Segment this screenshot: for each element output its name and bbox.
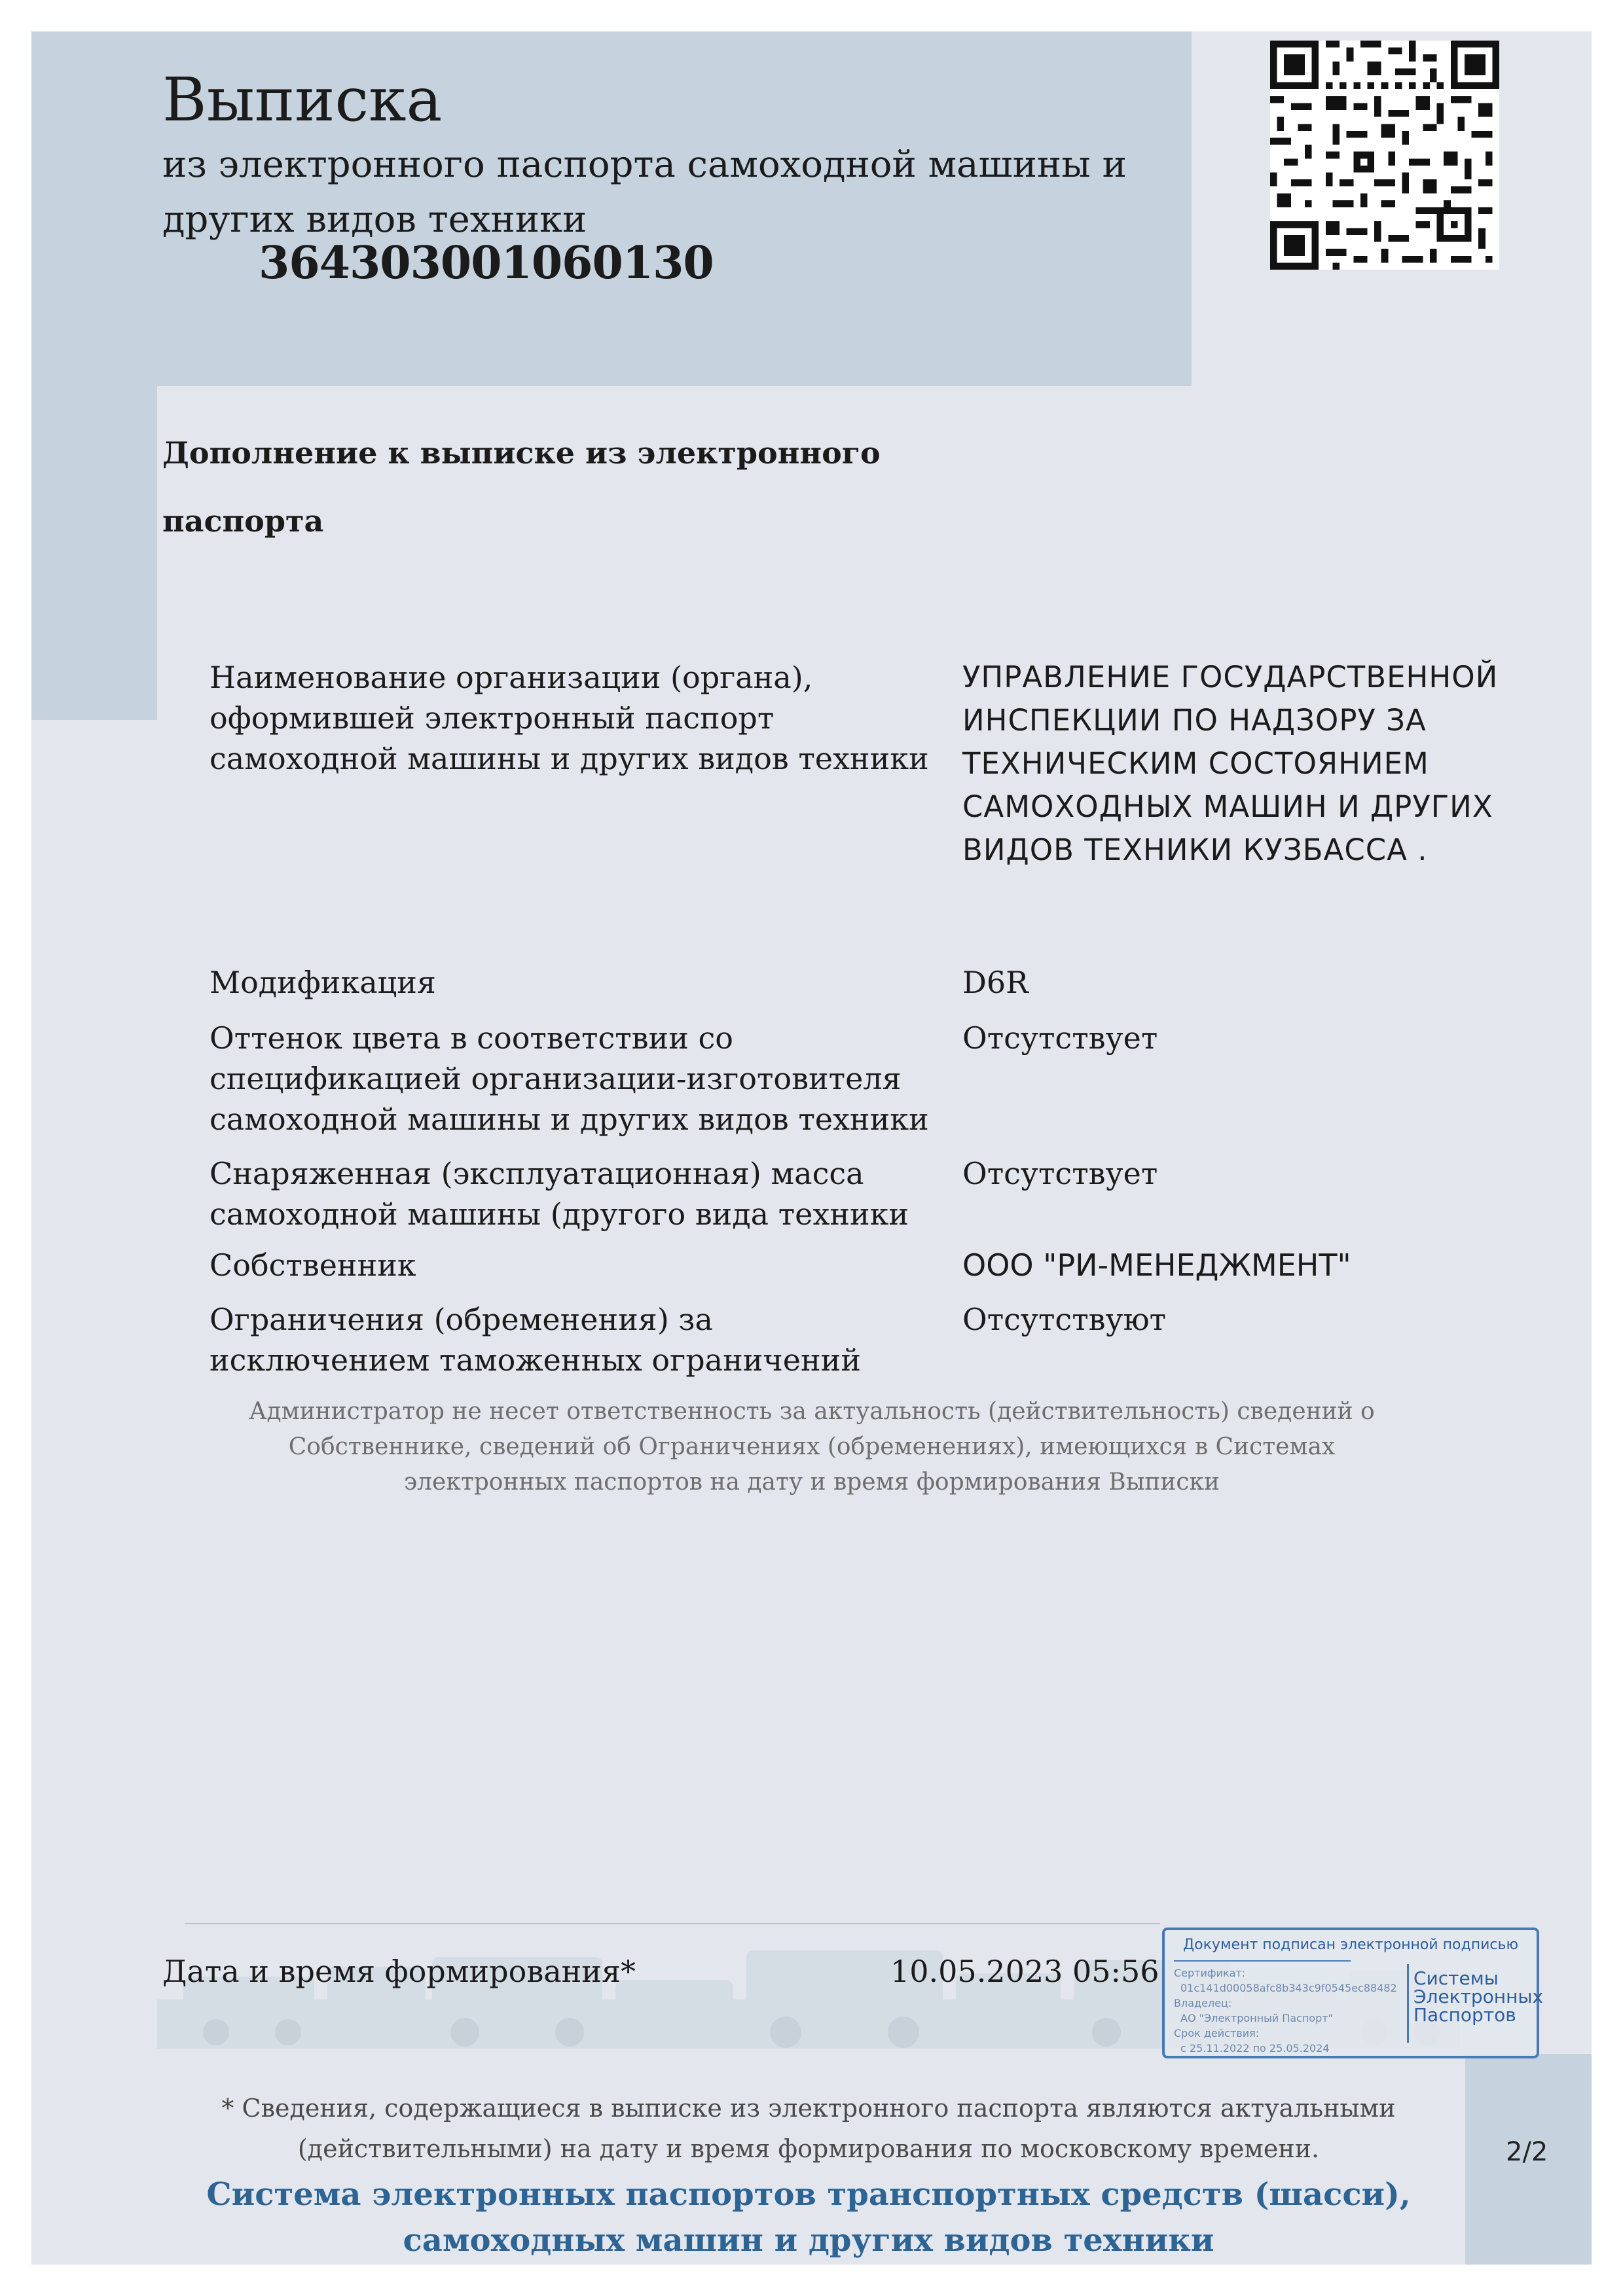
validity-value: с 25.11.2022 по 25.05.2024 — [1180, 2042, 1330, 2054]
signature-heading: Документ подписан электронной подписью — [1182, 1937, 1518, 1953]
signature-divider — [1407, 1964, 1409, 2043]
certificate-value: 01c141d00058afc8b343c9f0545ec88482 — [1180, 1982, 1397, 1994]
field-label-restrictions: Ограничения (обременения) за исключением таможенных ограничений — [210, 1302, 861, 1378]
field-label-color-shade: Оттенок цвета в соответствии со спецификацией организации-изготовителя самоходной машины и других видов техники — [210, 1020, 929, 1137]
field-label-modification: Модификация — [210, 965, 436, 1000]
field-value-organization: УПРАВЛЕНИЕ ГОСУДАРСТВЕННОЙ ИНСПЕКЦИИ ПО НАДЗОРУ ЗА ТЕХНИЧЕСКИМ СОСТОЯНИЕМ САМОХОДНЫХ МАШИН И ДРУГИХ ВИДОВ ТЕХНИКИ КУЗБАССА . — [962, 660, 1499, 867]
signature-heading-underline — [1174, 1960, 1351, 1962]
field-value-mass: Отсутствует — [962, 1156, 1158, 1191]
brand-line-1: Системы — [1413, 1967, 1499, 1989]
electronic-signature-stamp — [1162, 1928, 1544, 2058]
footer-system-name: Система электронных паспортов транспортных средств (шасси), самоходных машин и других видов техники — [206, 2176, 1411, 2259]
certificate-label: Сертификат: — [1174, 1967, 1246, 1979]
field-value-color-shade: Отсутствует — [962, 1020, 1158, 1056]
validity-label: Срок действия: — [1174, 2027, 1260, 2039]
page-number: 2/2 — [1506, 2137, 1548, 2167]
owner-value: АО "Электронный Паспорт" — [1180, 2012, 1333, 2024]
datetime-label: Дата и время формирования* — [162, 1954, 636, 1989]
section-title: Дополнение к выписке из электронного паспорта — [162, 435, 881, 539]
administrator-disclaimer: Администратор не несет ответственность за актуальность (действительность) сведений о Собственнике, сведений об Ограничениях (обременениях), имеющихся в Системах электронных паспортов на дату и время формирования Выписки — [249, 1398, 1375, 1496]
left-background-lower — [31, 720, 157, 2054]
qr-code-icon — [1270, 41, 1499, 270]
brand-line-2: Электронных — [1413, 1986, 1544, 2007]
owner-label: Владелец: — [1174, 1997, 1232, 2009]
signature-brand — [1413, 1969, 1543, 2024]
footer-divider — [185, 1923, 1160, 1924]
field-value-owner: ООО "РИ-МЕНЕДЖМЕНТ" — [962, 1247, 1351, 1283]
field-label-organization: Наименование организации (органа), оформившей электронный паспорт самоходной машины и других видов техники — [210, 660, 929, 776]
signature-details — [1174, 1965, 1397, 2056]
document-subtitle: из электронного паспорта самоходной машины и других видов техники — [162, 143, 1127, 241]
field-value-restrictions: Отсутствуют — [962, 1302, 1167, 1337]
footer-note: * Сведения, содержащиеся в выписке из электронного паспорта являются актуальными (действительными) на дату и время формирования по московскому времени. — [221, 2094, 1396, 2163]
field-label-owner: Собственник — [210, 1247, 416, 1283]
brand-line-3: Паспортов — [1413, 2004, 1516, 2026]
field-label-mass: Снаряженная (эксплуатационная) масса самоходной машины (другого вида техники — [210, 1156, 909, 1232]
passport-number: 364303001060130 — [259, 237, 714, 289]
document-title: Выписка — [162, 65, 443, 135]
field-value-modification: D6R — [962, 965, 1029, 1000]
datetime-value: 10.05.2023 05:56 — [890, 1954, 1159, 1989]
